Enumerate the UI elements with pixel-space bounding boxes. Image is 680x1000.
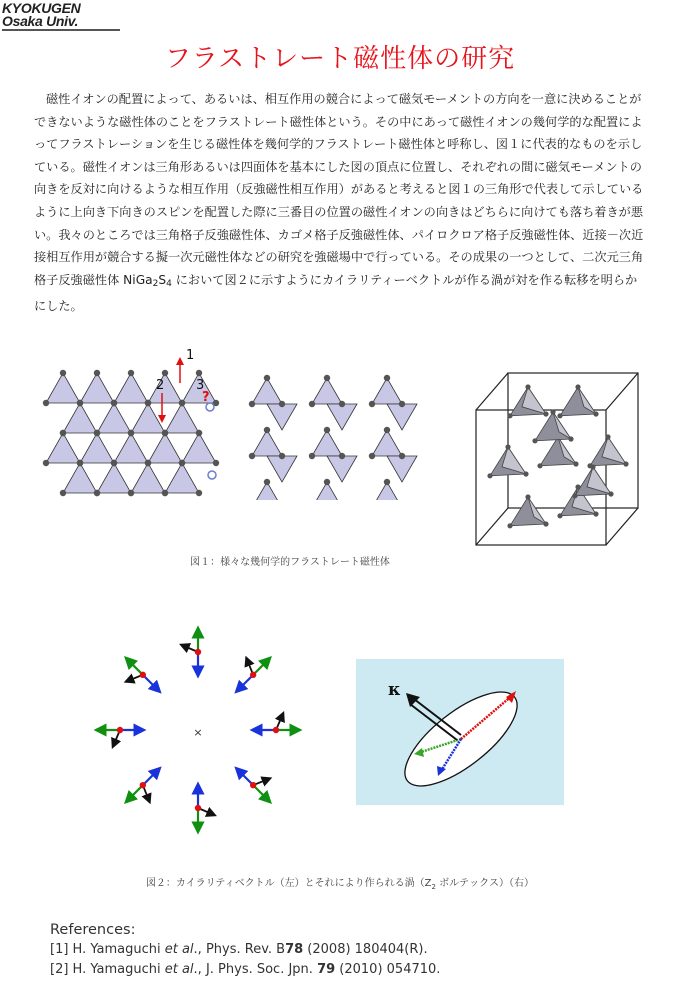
lattice-site <box>94 430 100 436</box>
lattice-site <box>60 430 66 436</box>
lattice-site <box>384 479 390 485</box>
lattice-site <box>43 460 49 466</box>
lattice-site <box>162 430 168 436</box>
lattice-site <box>605 434 610 439</box>
kagome-triangle <box>312 430 342 456</box>
lattice-triangle <box>114 433 148 463</box>
caption-subscript: 2 <box>431 883 436 891</box>
lattice-site <box>369 453 375 459</box>
lattice-site <box>249 401 255 407</box>
lattice-site <box>573 461 578 466</box>
lattice-triangle <box>97 463 131 493</box>
figure2-caption-end: ボルテックス）（右） <box>435 878 535 889</box>
lattice-triangle <box>80 433 114 463</box>
tetrahedron-face <box>560 387 596 416</box>
red-spin <box>195 649 201 655</box>
lattice-site <box>339 453 345 459</box>
lattice-site <box>128 370 134 376</box>
lattice-triangle <box>182 433 216 463</box>
lattice-site <box>575 384 580 389</box>
spin-triad <box>119 658 159 698</box>
lattice-site <box>543 411 548 416</box>
lattice-site <box>593 511 598 516</box>
kagome-lattice-figure <box>240 360 440 500</box>
ref-etal: et al <box>164 962 194 977</box>
lattice-site <box>279 453 285 459</box>
lattice-site <box>111 400 117 406</box>
site-label-3: 3 <box>196 378 205 393</box>
lattice-site <box>94 490 100 496</box>
lattice-site <box>537 463 542 468</box>
kagome-triangle <box>372 378 402 404</box>
lattice-site <box>525 494 530 499</box>
ref-volume: 79 <box>317 962 336 977</box>
kagome-triangle <box>267 456 297 482</box>
red-spin <box>273 727 279 733</box>
body-text: 磁性イオンの配置によって、あるいは、相互作用の競合によって磁気モーメントの方向を一意に決めることができないような磁性体のことをフラストレート磁性体という。その中にあって磁性イオンの幾何学的な配置によってフラストレーションを生じる磁性体を幾何学的フラストレート磁性体と呼称し、図１に代表的なものを示している。磁性イオンは三角形あるいは四面体を基本にした図の頂点に位置し、それぞれの間に磁気モーメントの向きを反対に向けるような相互作用（反強磁性相互作用）があると考えると図１の三角形で代表して示しているように上向き下向きのスピンを配置した際に三番目の位置の磁性イオンの向きはどちらに向けても落ち着きが悪い。我々のところでは三角格子反強磁性体、カゴメ格子反強磁性体、パイロクロア格子反強磁性体、近接－次近接相互作用が競合する擬一次元磁性体などの研究を強磁場中で行っている。その成果の一つとして、二次元三角格子反強磁性体 NiGa <box>34 92 644 287</box>
lattice-site <box>309 453 315 459</box>
ref-journal: ., J. Phys. Soc. Jpn. <box>193 962 318 977</box>
lattice-site <box>60 370 66 376</box>
lattice-site <box>487 473 492 478</box>
lattice-triangle <box>80 373 114 403</box>
lattice-site <box>196 490 202 496</box>
page-title: フラストレート磁性体の研究 <box>164 44 516 74</box>
lattice-site <box>543 521 548 526</box>
references <box>50 920 440 980</box>
body-text-b: S <box>158 272 167 287</box>
kagome-triangle <box>387 404 417 430</box>
vortex-center-mark: × <box>193 726 203 739</box>
reference-1 <box>50 940 440 960</box>
lattice-site <box>77 460 83 466</box>
lattice-triangle <box>63 403 97 433</box>
pyrochlore-lattice-figure <box>468 365 653 555</box>
lattice-site <box>568 436 573 441</box>
lattice-site <box>593 411 598 416</box>
chirality-vectors-figure <box>90 620 310 840</box>
lattice-site <box>324 427 330 433</box>
lattice-site <box>264 427 270 433</box>
lattice-site <box>196 370 202 376</box>
lattice-site <box>384 375 390 381</box>
lattice-site <box>550 409 555 414</box>
lattice-triangle <box>97 403 131 433</box>
tetrahedron-face <box>535 412 571 441</box>
ref-pages: (2010) 054710. <box>335 962 441 977</box>
lattice-site <box>128 430 134 436</box>
references-heading: References: <box>50 922 136 938</box>
site-label-2: 2 <box>156 378 165 393</box>
lattice-triangle <box>165 403 199 433</box>
spin-triad <box>195 788 212 828</box>
kagome-triangle <box>312 378 342 404</box>
lattice-site <box>77 400 83 406</box>
red-spin <box>117 727 123 733</box>
logo-line2: Osaka Univ. <box>2 13 79 29</box>
lattice-site <box>249 453 255 459</box>
lattice-site <box>399 401 405 407</box>
spin-triad <box>256 716 296 733</box>
tetrahedron-face <box>510 497 546 526</box>
lattice-site <box>43 400 49 406</box>
lattice-site <box>590 464 595 469</box>
question-mark: ? <box>202 390 210 405</box>
kagome-triangle <box>372 430 402 456</box>
lattice-site <box>399 453 405 459</box>
lattice-site <box>507 523 512 528</box>
lattice-site <box>145 400 151 406</box>
lattice-site <box>162 370 168 376</box>
lattice-site <box>532 438 537 443</box>
lattice-site <box>507 413 512 418</box>
lattice-site <box>179 400 185 406</box>
lattice-site <box>179 460 185 466</box>
figure2-caption-text: 図２：カイラリティベクトル（左）とそれにより作られる渦（Z <box>145 878 432 889</box>
kagome-lattice <box>249 375 417 500</box>
lattice-site <box>279 401 285 407</box>
ref-journal: ., Phys. Rev. B <box>193 942 286 957</box>
lattice-site <box>572 493 577 498</box>
lattice-triangle <box>148 433 182 463</box>
spin-triad <box>184 632 201 672</box>
lattice-triangle <box>165 463 199 493</box>
reference-2 <box>50 960 440 980</box>
ref-text: [2] H. Yamaguchi <box>50 962 165 977</box>
lattice-site <box>111 460 117 466</box>
lattice-site <box>369 401 375 407</box>
lattice-site <box>525 384 530 389</box>
kagome-triangle <box>387 456 417 482</box>
kagome-triangle <box>327 456 357 482</box>
lattice-triangle <box>46 433 80 463</box>
lattice-triangle <box>114 373 148 403</box>
lattice-site <box>324 479 330 485</box>
triangular-lattice <box>43 370 219 496</box>
lattice-site <box>324 375 330 381</box>
lattice-site <box>60 490 66 496</box>
ref-etal: et al <box>164 942 194 957</box>
lattice-site <box>339 401 345 407</box>
figure1-caption: 図１：様々な幾何学的フラストレート磁性体 <box>190 557 390 568</box>
triangular-lattice-figure <box>40 345 230 515</box>
logo-line1: KYOKUGEN <box>2 0 81 16</box>
lattice-site <box>384 427 390 433</box>
kagome-triangle <box>252 378 282 404</box>
kagome-triangle <box>252 430 282 456</box>
figure2-caption <box>60 874 620 891</box>
lattice-site <box>94 370 100 376</box>
lattice-site <box>523 471 528 476</box>
lattice-site <box>264 375 270 381</box>
ref-volume: 78 <box>285 942 304 957</box>
lattice-triangle <box>46 373 80 403</box>
subscript: 4 <box>166 278 172 289</box>
lattice-site <box>557 513 562 518</box>
logo-underline <box>2 29 120 31</box>
lattice-triangle <box>63 463 97 493</box>
kappa-label: κ <box>388 680 401 700</box>
spin-triad <box>126 769 166 809</box>
spin-triad <box>237 761 277 801</box>
body-text-c: において図２に示すようにカイラリティーベクトルが作る渦が対を作る転移を明らかにした。 <box>34 272 638 314</box>
subscript: 2 <box>152 278 159 289</box>
kagome-triangle <box>267 404 297 430</box>
lattice-site <box>309 401 315 407</box>
lattice-site <box>608 491 613 496</box>
lattice-site <box>145 460 151 466</box>
lattice-site <box>128 490 134 496</box>
lattice-site <box>264 479 270 485</box>
lattice-site <box>162 490 168 496</box>
logo <box>2 2 120 31</box>
site-label-1: 1 <box>186 348 195 363</box>
body-paragraph <box>34 88 646 318</box>
lattice-site <box>196 430 202 436</box>
lattice-site <box>557 413 562 418</box>
kagome-triangle <box>327 404 357 430</box>
spin-triad <box>229 651 269 691</box>
lattice-triangle <box>148 373 182 403</box>
lattice-site <box>623 461 628 466</box>
red-spin <box>195 805 201 811</box>
spin-triad <box>100 727 140 744</box>
ref-text: [1] H. Yamaguchi <box>50 942 165 957</box>
lattice-triangle <box>131 463 165 493</box>
lattice-site <box>505 444 510 449</box>
z2-vortex-figure <box>356 659 564 805</box>
ref-pages: (2008) 180404(R). <box>303 942 428 957</box>
lattice-site <box>213 460 219 466</box>
